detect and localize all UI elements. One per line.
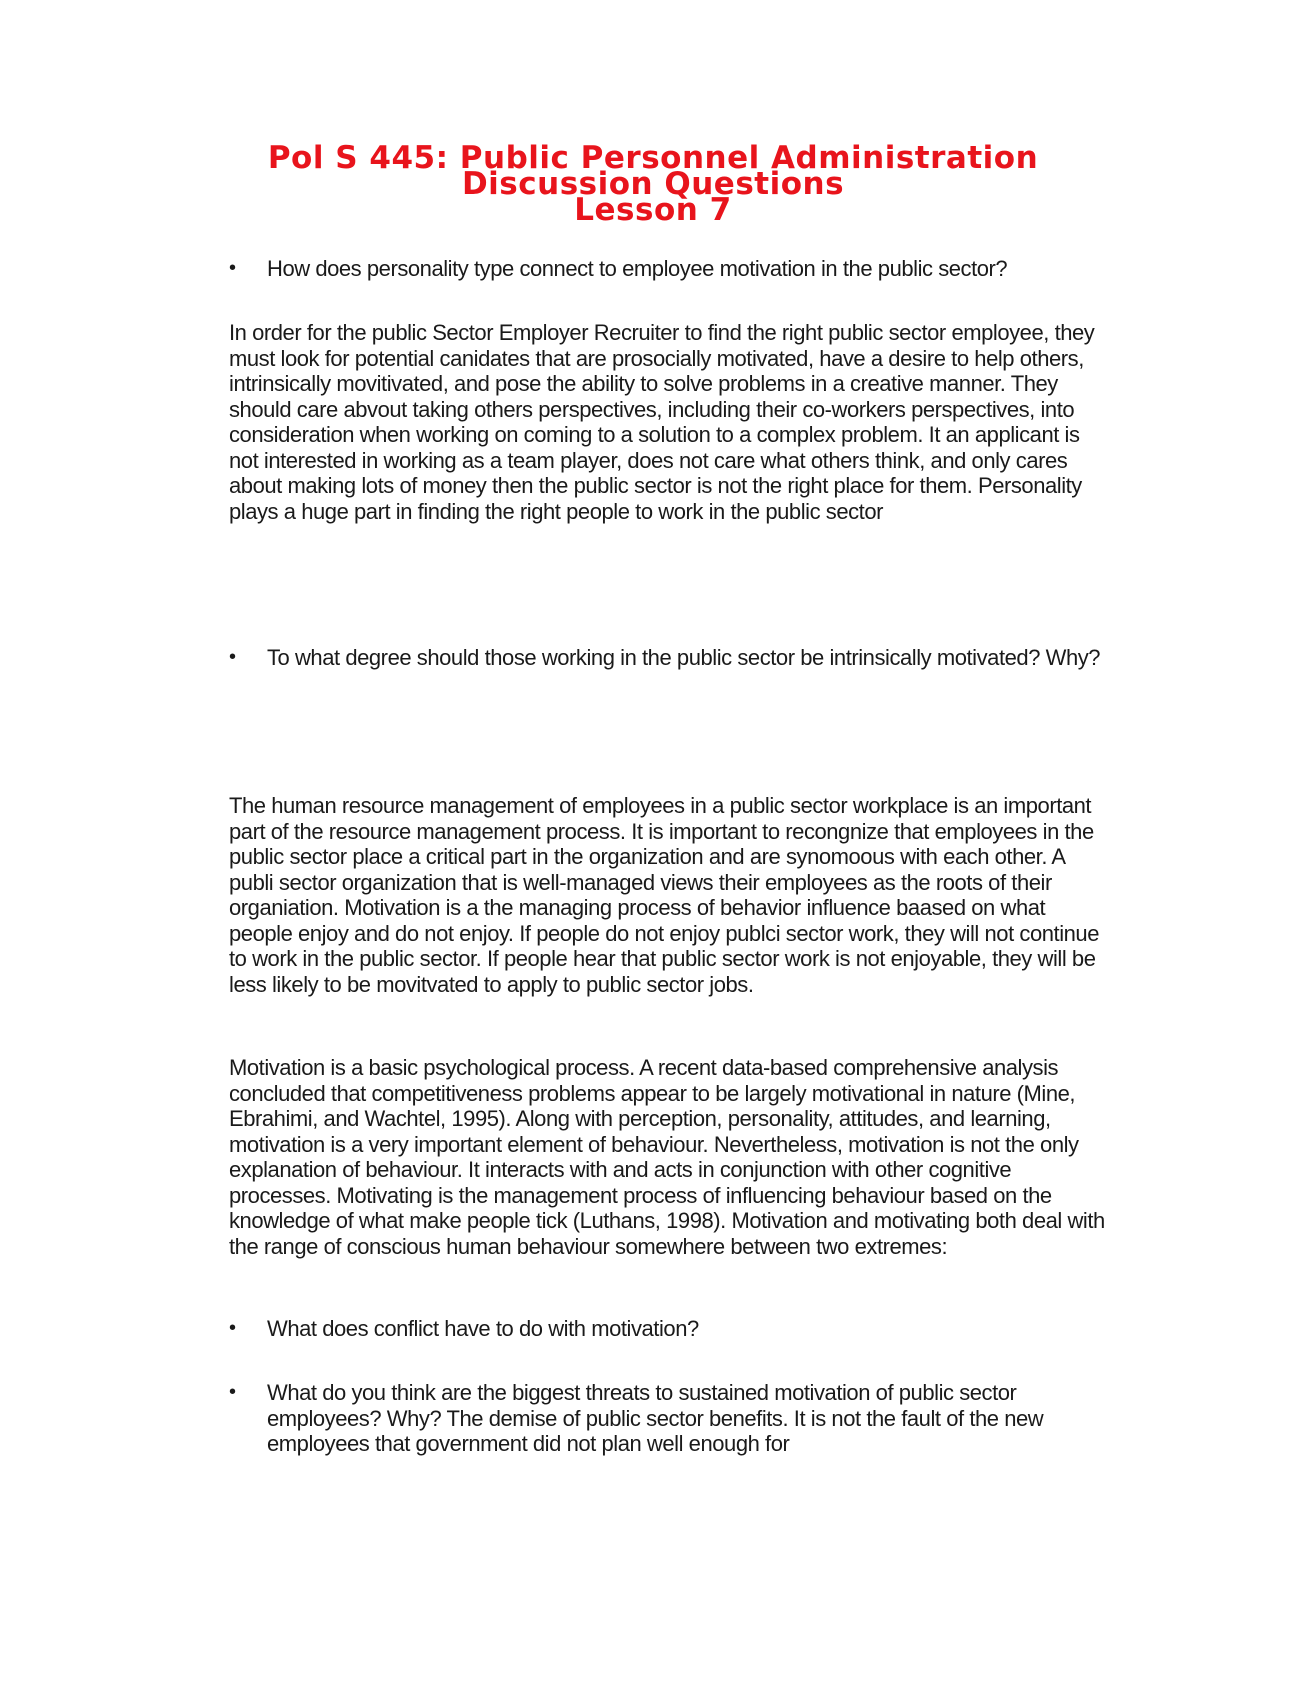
title-line-lesson: Lesson 7	[574, 192, 732, 228]
question-2	[229, 645, 1109, 671]
answer-2	[229, 793, 1109, 997]
question-2-text: To what degree should those working in the public sector be intrinsically motivated? Why?	[267, 645, 1101, 670]
answer-3	[229, 1055, 1109, 1259]
title-line-course: Pol S 445: Public Personnel Administration	[267, 140, 1039, 176]
question-4-text: What do you think are the biggest threats to sustained motivation of public sector employees? Why? The demise of public sector benefits. It is not the fault of the new employees that government did not plan well enough for	[267, 1380, 1044, 1456]
question-4	[229, 1380, 1109, 1457]
bullet-icon: •	[229, 257, 236, 279]
question-1-text: How does personality type connect to employee motivation in the public sector?	[267, 256, 1008, 281]
question-3	[229, 1316, 1109, 1342]
title-line-subtitle: Discussion Questions	[461, 166, 845, 202]
answer-3-text: Motivation is a basic psychological process. A recent data-based comprehensive analysis concluded that competitiveness problems appear to be largely motivational in nature (Mine, Ebrahimi, and Wachtel, 1995). Along with perception, personality, attitudes, and learning, motivation is a very important element of behaviour. Nevertheless, motivation is not the only explanation of behaviour. It interacts with and acts in conjunction with other cognitive processes. Motivating is the management process of influencing behaviour based on the knowledge of what make people tick (Luthans, 1998). Motivation and motivating both deal with the range of conscious human behaviour somewhere between two extremes:	[229, 1055, 1105, 1259]
bullet-icon: •	[229, 1317, 236, 1339]
answer-1-text: In order for the public Sector Employer Recruiter to find the right public sector employee, they must look for potential canidates that are prosocially motivated, have a desire to help others, intrinsically movitivated, and pose the ability to solve problems in a creative manner. They should care abvout taking others perspectives, including their co-workers perspectives, into consideration when working on coming to a solution to a complex problem. It an applicant is not interested in working as a team player, does not care what others think, and only cares about making lots of money then the public sector is not the right place for them. Personality plays a huge part in finding the right people to work in the public sector	[229, 320, 1095, 524]
bullet-icon: •	[229, 646, 236, 668]
answer-1	[229, 320, 1109, 524]
question-1	[229, 256, 1109, 282]
question-3-text: What does conflict have to do with motivation?	[267, 1316, 699, 1341]
bullet-icon: •	[229, 1381, 236, 1403]
document-title	[0, 140, 1306, 228]
answer-2-text: The human resource management of employees in a public sector workplace is an important part of the resource management process. It is important to recongnize that employees in the public sector place a critical part in the organization and are synomoous with each other. A publi sector organization that is well-managed views their employees as the roots of their organiation. Motivation is a the managing process of behavior influence baased on what people enjoy and do not enjoy. If people do not enjoy publci sector work, they will not continue to work in the public sector. If people hear that public sector work is not enjoyable, they will be less likely to be movitvated to apply to public sector jobs.	[229, 793, 1099, 997]
